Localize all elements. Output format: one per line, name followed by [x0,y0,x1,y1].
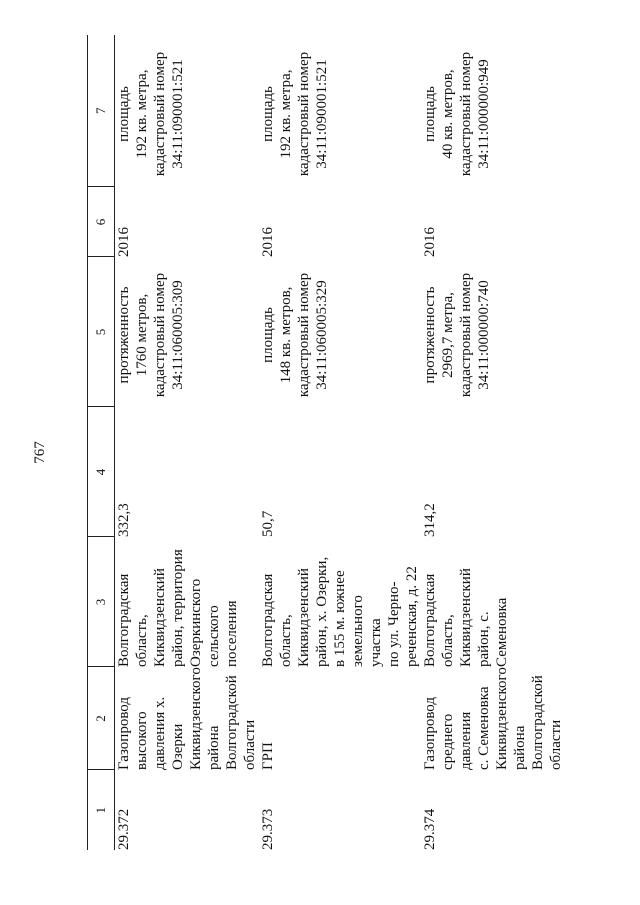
object-year: 2016 [260,227,276,257]
column-number: 3 [88,537,115,667]
table-row [115,35,260,850]
object-value: 314,2 [422,503,438,537]
land-plot-info: площадь 192 кв. метра, кадастровый номер 34:11:090001:521 [116,51,186,177]
table-row [259,35,421,850]
object-value: 332,3 [116,503,132,537]
column-number: 2 [88,667,115,770]
object-year: 2016 [422,227,438,257]
column-number: 1 [88,770,115,850]
object-address: Волгоградская область, Киквидзенский район, с. Семеновка [422,568,510,667]
land-plot-info: площадь 40 кв. метров, кадастровый номер 34:11:000000:949 [422,51,492,177]
column-number: 6 [88,187,115,257]
row-number: 29.372 [116,808,132,850]
object-address: Волгоградская область, Киквидзенский район, х. Озерки, в 155 м. южнее земельного участка по ул. Черно- реченская, д. 22 [260,556,420,667]
object-value: 50,7 [260,510,276,537]
object-year: 2016 [116,227,132,257]
object-name: Газопровод среднего давления с. Семеновка Киквидзенского района Волгоградской области [422,667,564,770]
property-registry-table [87,35,565,850]
row-number: 29.373 [260,808,276,850]
column-number: 7 [88,35,115,187]
page-number: 767 [32,441,48,464]
land-plot-info: площадь 192 кв. метра, кадастровый номер 34:11:090001:521 [260,51,330,177]
object-characteristics: площадь 148 кв. метров, кадастровый номер 34:11:060005:329 [260,272,330,398]
row-number: 29.374 [422,808,438,850]
column-number: 4 [88,407,115,537]
object-characteristics: протяженность 2969,7 метра, кадастровый номер 34:11:000000:740 [422,272,492,398]
object-name: ГРП [260,742,276,770]
object-name: Газопровод высокого давления х. Озерки Киквидзенского района Волгоградской области [116,667,258,770]
object-address: Волгоградская область, Киквидзенский район, территория Озеркинского сельского поселения [116,549,240,667]
table-row [421,35,565,850]
column-number: 5 [88,257,115,407]
column-number-row [88,35,115,850]
object-characteristics: протяженность 1760 метров, кадастровый номер 34:11:060005:309 [116,272,186,398]
